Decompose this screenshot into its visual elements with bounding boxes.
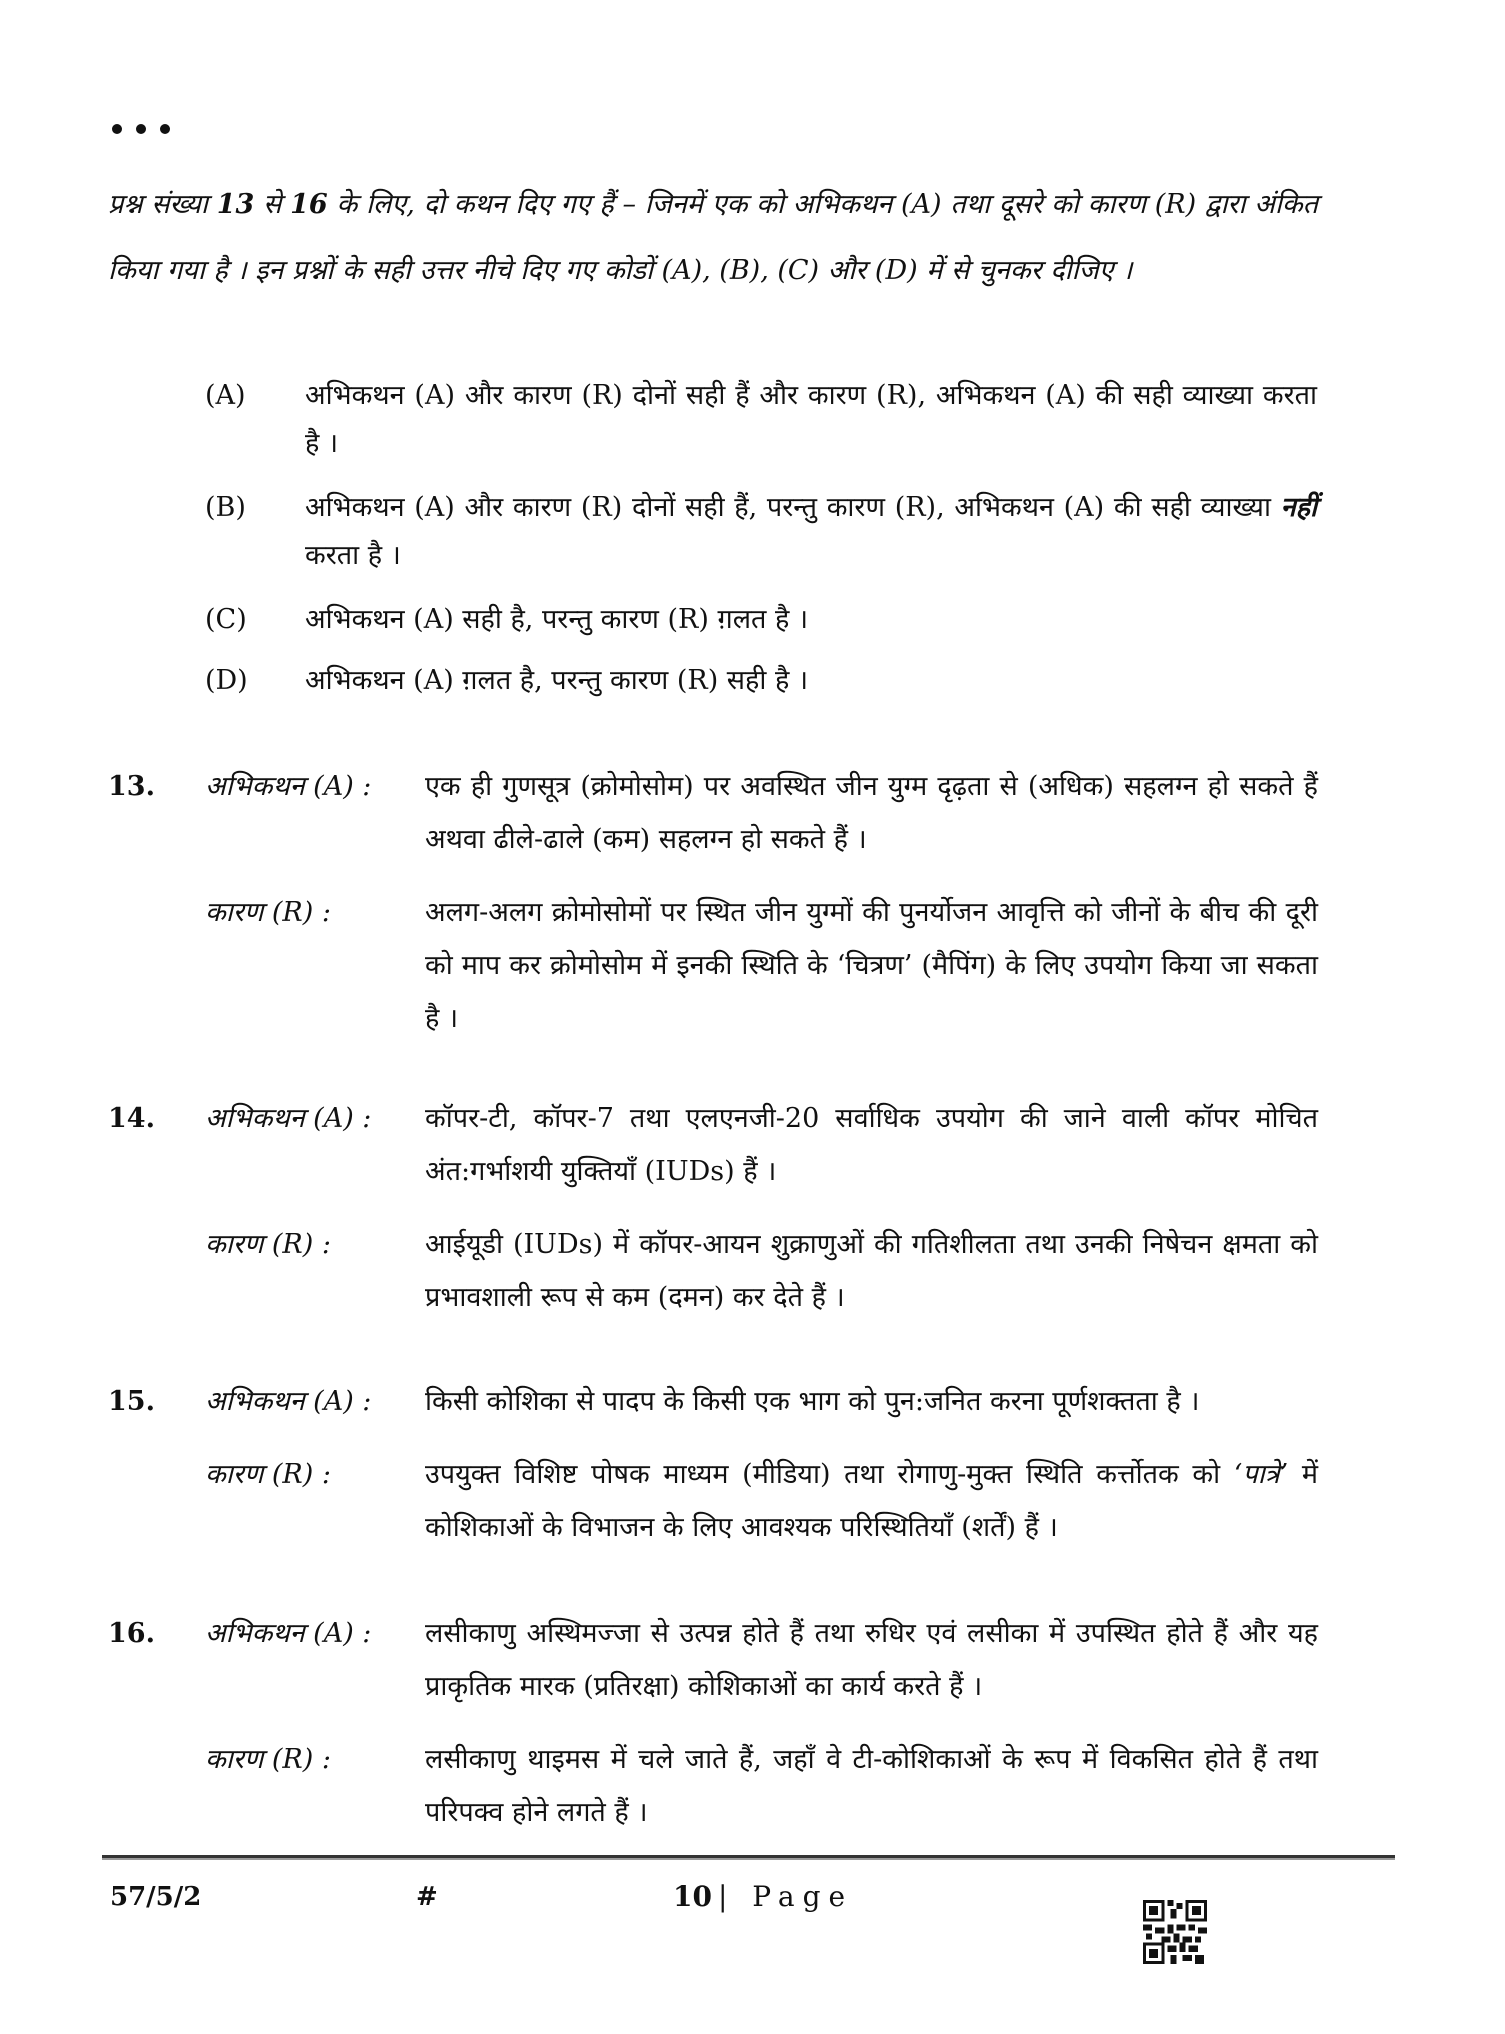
page-number: 10 [673,1880,712,1913]
assertion-text: एक ही गुणसूत्र (क्रोमोसोम) पर अवस्थित जीन युग्म दृढ़ता से (अधिक) सहलग्न हो सकते हैं अथवा ढीले-ढाले (कम) सहलग्न हो सकते हैं । [425,771,1318,855]
question-number: 15. [108,1386,155,1417]
emphasis-not: नहीं [1280,492,1317,523]
assertion-label: अभिकथन (A) : [205,1618,372,1649]
in-vitro-term: ‘पात्रे’ [1233,1459,1289,1490]
question-14 [108,1092,1318,1324]
instructions-text: से [254,189,291,220]
reason-row [108,1448,1318,1554]
assertion-text: किसी कोशिका से पादप के किसी एक भाग को पुन:जनित करना पूर्णशक्तता है । [425,1386,1200,1417]
assertion-row [108,1607,1318,1713]
reason-text: अलग-अलग क्रोमोसोमों पर स्थित जीन युग्मों की पुनर्योजन आवृत्ति को जीनों के बीच की दूरी को माप कर क्रोमोसोम में इनकी स्थिति के ‘चित्रण’ (मैपिंग) के लिए उपयोग किया जा सकता है । [425,897,1318,1034]
option-text-part: अभिकथन (A) और कारण (R) दोनों सही हैं, परन्तु कारण (R), अभिकथन (A) की सही व्याख्या [305,492,1281,523]
qr-code-icon [1143,1900,1207,1964]
reason-row [108,886,1318,1045]
instructions-text: प्रश्न संख्या [108,189,217,220]
reason-text-part: में कोशिकाओं के विभाजन के लिए आवश्यक परिस्थितियाँ (शर्तें) हैं । [425,1459,1318,1543]
footer-divider [102,1855,1395,1860]
dot-icon [160,124,170,134]
answer-code-c [205,596,1317,644]
option-text-part: करता है । [305,540,401,571]
top-marker-dots [112,124,170,134]
question-range-end: 16 [290,189,328,220]
assertion-row [108,760,1318,866]
hash-mark: # [416,1882,438,1912]
option-text: अभिकथन (A) और कारण (R) दोनों सही हैं और कारण (R), अभिकथन (A) की सही व्याख्या करता है । [305,380,1317,459]
question-15 [108,1375,1318,1554]
option-text [305,484,1317,580]
instructions-paragraph [108,172,1318,304]
assertion-row [108,1092,1318,1198]
assertion-label: अभिकथन (A) : [205,1103,372,1134]
reason-text: लसीकाणु थाइमस में चले जाते हैं, जहाँ वे टी-कोशिकाओं के रूप में विकसित होते हैं तथा परिपक्व होने लगते हैं । [425,1744,1318,1828]
paper-code: 57/5/2 [110,1882,202,1912]
option-label: (A) [205,380,246,411]
answer-code-a [205,372,1317,468]
option-label: (B) [205,492,246,523]
option-label: (D) [205,665,248,696]
reason-label: कारण (R) : [205,1459,331,1490]
reason-row [108,1733,1318,1839]
dot-icon [136,124,146,134]
question-number: 16. [108,1618,155,1649]
answer-code-b [205,484,1317,580]
assertion-text: लसीकाणु अस्थिमज्जा से उत्पन्न होते हैं तथा रुधिर एवं लसीका में उपस्थित होते हैं और यह प्राकृतिक मारक (प्रतिरक्षा) कोशिकाओं का कार्य करते हैं । [425,1618,1318,1702]
dot-icon [112,124,122,134]
reason-label: कारण (R) : [205,1229,331,1260]
question-16 [108,1607,1318,1839]
reason-text-part: उपयुक्त विशिष्ट पोषक माध्यम (मीडिया) तथा रोगाणु-मुक्त स्थिति कर्त्तोतक को [425,1459,1234,1490]
question-number: 13. [108,771,155,802]
assertion-label: अभिकथन (A) : [205,771,372,802]
question-range-start: 13 [216,189,255,220]
question-13 [108,760,1318,1045]
assertion-text: कॉपर-टी, कॉपर-7 तथा एलएनजी-20 सर्वाधिक उपयोग की जाने वाली कॉपर मोचित अंत:गर्भाशयी युक्तियाँ (IUDs) हैं । [425,1103,1318,1187]
answer-code-d [205,657,1317,705]
reason-label: कारण (R) : [205,1744,331,1775]
page-word: | Page [717,1880,854,1913]
assertion-label: अभिकथन (A) : [205,1386,372,1417]
reason-row [108,1218,1318,1324]
reason-text: आईयूडी (IUDs) में कॉपर-आयन शुक्राणुओं की गतिशीलता तथा उनकी निषेचन क्षमता को प्रभावशाली रूप से कम (दमन) कर देते हैं । [425,1229,1318,1313]
page-indicator [673,1880,853,1913]
option-text: अभिकथन (A) ग़लत है, परन्तु कारण (R) सही है । [305,665,809,696]
instructions-text: के लिए, दो कथन दिए गए हैं – जिनमें एक को अभिकथन (A) तथा दूसरे को कारण (R) द्वारा अंकित किया गया है । इन प्रश्नों के सही उत्तर नीचे दिए गए कोडों (A), (B), (C) और (D) में से चुनकर दीजिए । [108,189,1318,286]
option-text: अभिकथन (A) सही है, परन्तु कारण (R) ग़लत है । [305,604,809,635]
reason-text [425,1448,1318,1554]
question-number: 14. [108,1103,155,1134]
reason-label: कारण (R) : [205,897,331,928]
option-label: (C) [205,604,247,635]
assertion-row [108,1375,1318,1428]
page-footer [0,1870,1505,1940]
